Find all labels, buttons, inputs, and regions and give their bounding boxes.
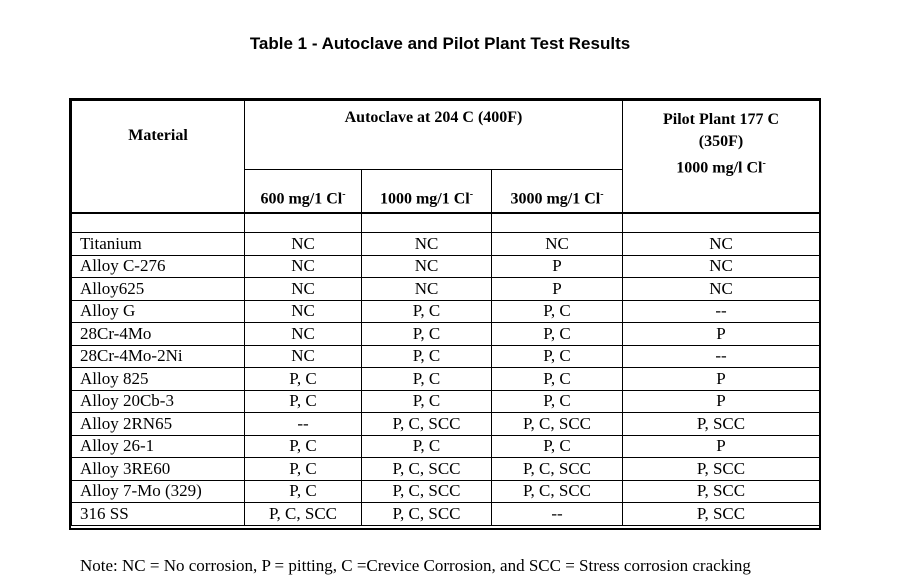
result-cell-pilot: -- bbox=[623, 345, 820, 368]
result-cell-c1000: P, C, SCC bbox=[362, 503, 492, 526]
header-3000: 3000 mg/1 Cl- bbox=[492, 170, 623, 214]
result-cell-c1000: P, C, SCC bbox=[362, 458, 492, 481]
result-cell-c1000: NC bbox=[362, 233, 492, 256]
material-cell: Titanium bbox=[72, 233, 245, 256]
header-material: Material bbox=[72, 101, 245, 214]
table-row bbox=[72, 345, 820, 368]
material-cell: Alloy 7-Mo (329) bbox=[72, 480, 245, 503]
result-cell-pilot: -- bbox=[623, 300, 820, 323]
result-cell-c600: NC bbox=[245, 278, 362, 301]
result-cell-c1000: NC bbox=[362, 278, 492, 301]
result-cell-pilot: P bbox=[623, 390, 820, 413]
result-cell-c1000: P, C bbox=[362, 300, 492, 323]
result-cell-c3000: P, C bbox=[492, 300, 623, 323]
result-cell-pilot: P, SCC bbox=[623, 458, 820, 481]
result-cell-c600: P, C bbox=[245, 390, 362, 413]
material-cell: Alloy 2RN65 bbox=[72, 413, 245, 436]
table-row bbox=[72, 323, 820, 346]
result-cell-c600: -- bbox=[245, 413, 362, 436]
material-cell: 316 SS bbox=[72, 503, 245, 526]
material-cell: Alloy 825 bbox=[72, 368, 245, 391]
table-row bbox=[72, 255, 820, 278]
result-cell-c600: NC bbox=[245, 300, 362, 323]
header-pilot-line2: (350F) bbox=[698, 133, 744, 150]
result-cell-c3000: NC bbox=[492, 233, 623, 256]
table-row bbox=[72, 278, 820, 301]
results-table-frame bbox=[69, 98, 821, 530]
result-cell-c1000: P, C bbox=[362, 435, 492, 458]
header-autoclave: Autoclave at 204 C (400F) bbox=[245, 101, 623, 170]
result-cell-c3000: P, C, SCC bbox=[492, 480, 623, 503]
table-row bbox=[72, 233, 820, 256]
result-cell-c1000: P, C, SCC bbox=[362, 480, 492, 503]
table-row bbox=[72, 503, 820, 526]
material-cell: Alloy625 bbox=[72, 278, 245, 301]
result-cell-c600: P, C bbox=[245, 458, 362, 481]
result-cell-c3000: P, C bbox=[492, 368, 623, 391]
result-cell-pilot: P, SCC bbox=[623, 480, 820, 503]
table-note: Note: NC = No corrosion, P = pitting, C =Crevice Corrosion, and SCC = Stress corrosion cracking bbox=[80, 556, 751, 575]
result-cell-c1000: P, C, SCC bbox=[362, 413, 492, 436]
table-row bbox=[72, 435, 820, 458]
result-cell-c600: NC bbox=[245, 255, 362, 278]
result-cell-c3000: P, C bbox=[492, 390, 623, 413]
result-cell-c3000: P, C bbox=[492, 323, 623, 346]
result-cell-c600: NC bbox=[245, 345, 362, 368]
result-cell-c3000: P, C bbox=[492, 435, 623, 458]
result-cell-pilot: P, SCC bbox=[623, 413, 820, 436]
table-row bbox=[72, 413, 820, 436]
result-cell-pilot: NC bbox=[623, 255, 820, 278]
result-cell-pilot: P bbox=[623, 323, 820, 346]
result-cell-c600: NC bbox=[245, 323, 362, 346]
material-cell: Alloy G bbox=[72, 300, 245, 323]
material-cell: Alloy 20Cb-3 bbox=[72, 390, 245, 413]
material-cell: Alloy 3RE60 bbox=[72, 458, 245, 481]
result-cell-c600: P, C bbox=[245, 480, 362, 503]
material-cell: Alloy C-276 bbox=[72, 255, 245, 278]
result-cell-c3000: P, C, SCC bbox=[492, 458, 623, 481]
table-row bbox=[72, 300, 820, 323]
result-cell-c1000: NC bbox=[362, 255, 492, 278]
results-table bbox=[71, 100, 820, 526]
result-cell-c600: NC bbox=[245, 233, 362, 256]
result-cell-pilot: P bbox=[623, 435, 820, 458]
result-cell-c600: P, C bbox=[245, 435, 362, 458]
result-cell-pilot: P, SCC bbox=[623, 503, 820, 526]
table-row bbox=[72, 390, 820, 413]
result-cell-c600: P, C bbox=[245, 368, 362, 391]
result-cell-pilot: NC bbox=[623, 278, 820, 301]
material-cell: Alloy 26-1 bbox=[72, 435, 245, 458]
result-cell-c3000: P bbox=[492, 278, 623, 301]
result-cell-c3000: -- bbox=[492, 503, 623, 526]
table-row bbox=[72, 458, 820, 481]
table-row bbox=[72, 368, 820, 391]
material-cell: 28Cr-4Mo bbox=[72, 323, 245, 346]
result-cell-c1000: P, C bbox=[362, 390, 492, 413]
header-pilot-line1: Pilot Plant 177 C bbox=[663, 111, 780, 128]
material-cell: 28Cr-4Mo-2Ni bbox=[72, 345, 245, 368]
spacer-row bbox=[72, 213, 820, 233]
result-cell-c3000: P, C bbox=[492, 345, 623, 368]
result-cell-c1000: P, C bbox=[362, 323, 492, 346]
header-600: 600 mg/1 Cl- bbox=[245, 170, 362, 214]
result-cell-c600: P, C, SCC bbox=[245, 503, 362, 526]
table-body bbox=[72, 213, 820, 525]
result-cell-pilot: NC bbox=[623, 233, 820, 256]
result-cell-c1000: P, C bbox=[362, 345, 492, 368]
header-1000: 1000 mg/1 Cl- bbox=[362, 170, 492, 214]
result-cell-c1000: P, C bbox=[362, 368, 492, 391]
result-cell-c3000: P, C, SCC bbox=[492, 413, 623, 436]
header-pilot-plant bbox=[623, 101, 820, 214]
table-title: Table 1 - Autoclave and Pilot Plant Test Results bbox=[249, 34, 631, 53]
table-row bbox=[72, 480, 820, 503]
result-cell-pilot: P bbox=[623, 368, 820, 391]
result-cell-c3000: P bbox=[492, 255, 623, 278]
header-pilot-line3: 1000 mg/l Cl- bbox=[676, 158, 766, 177]
